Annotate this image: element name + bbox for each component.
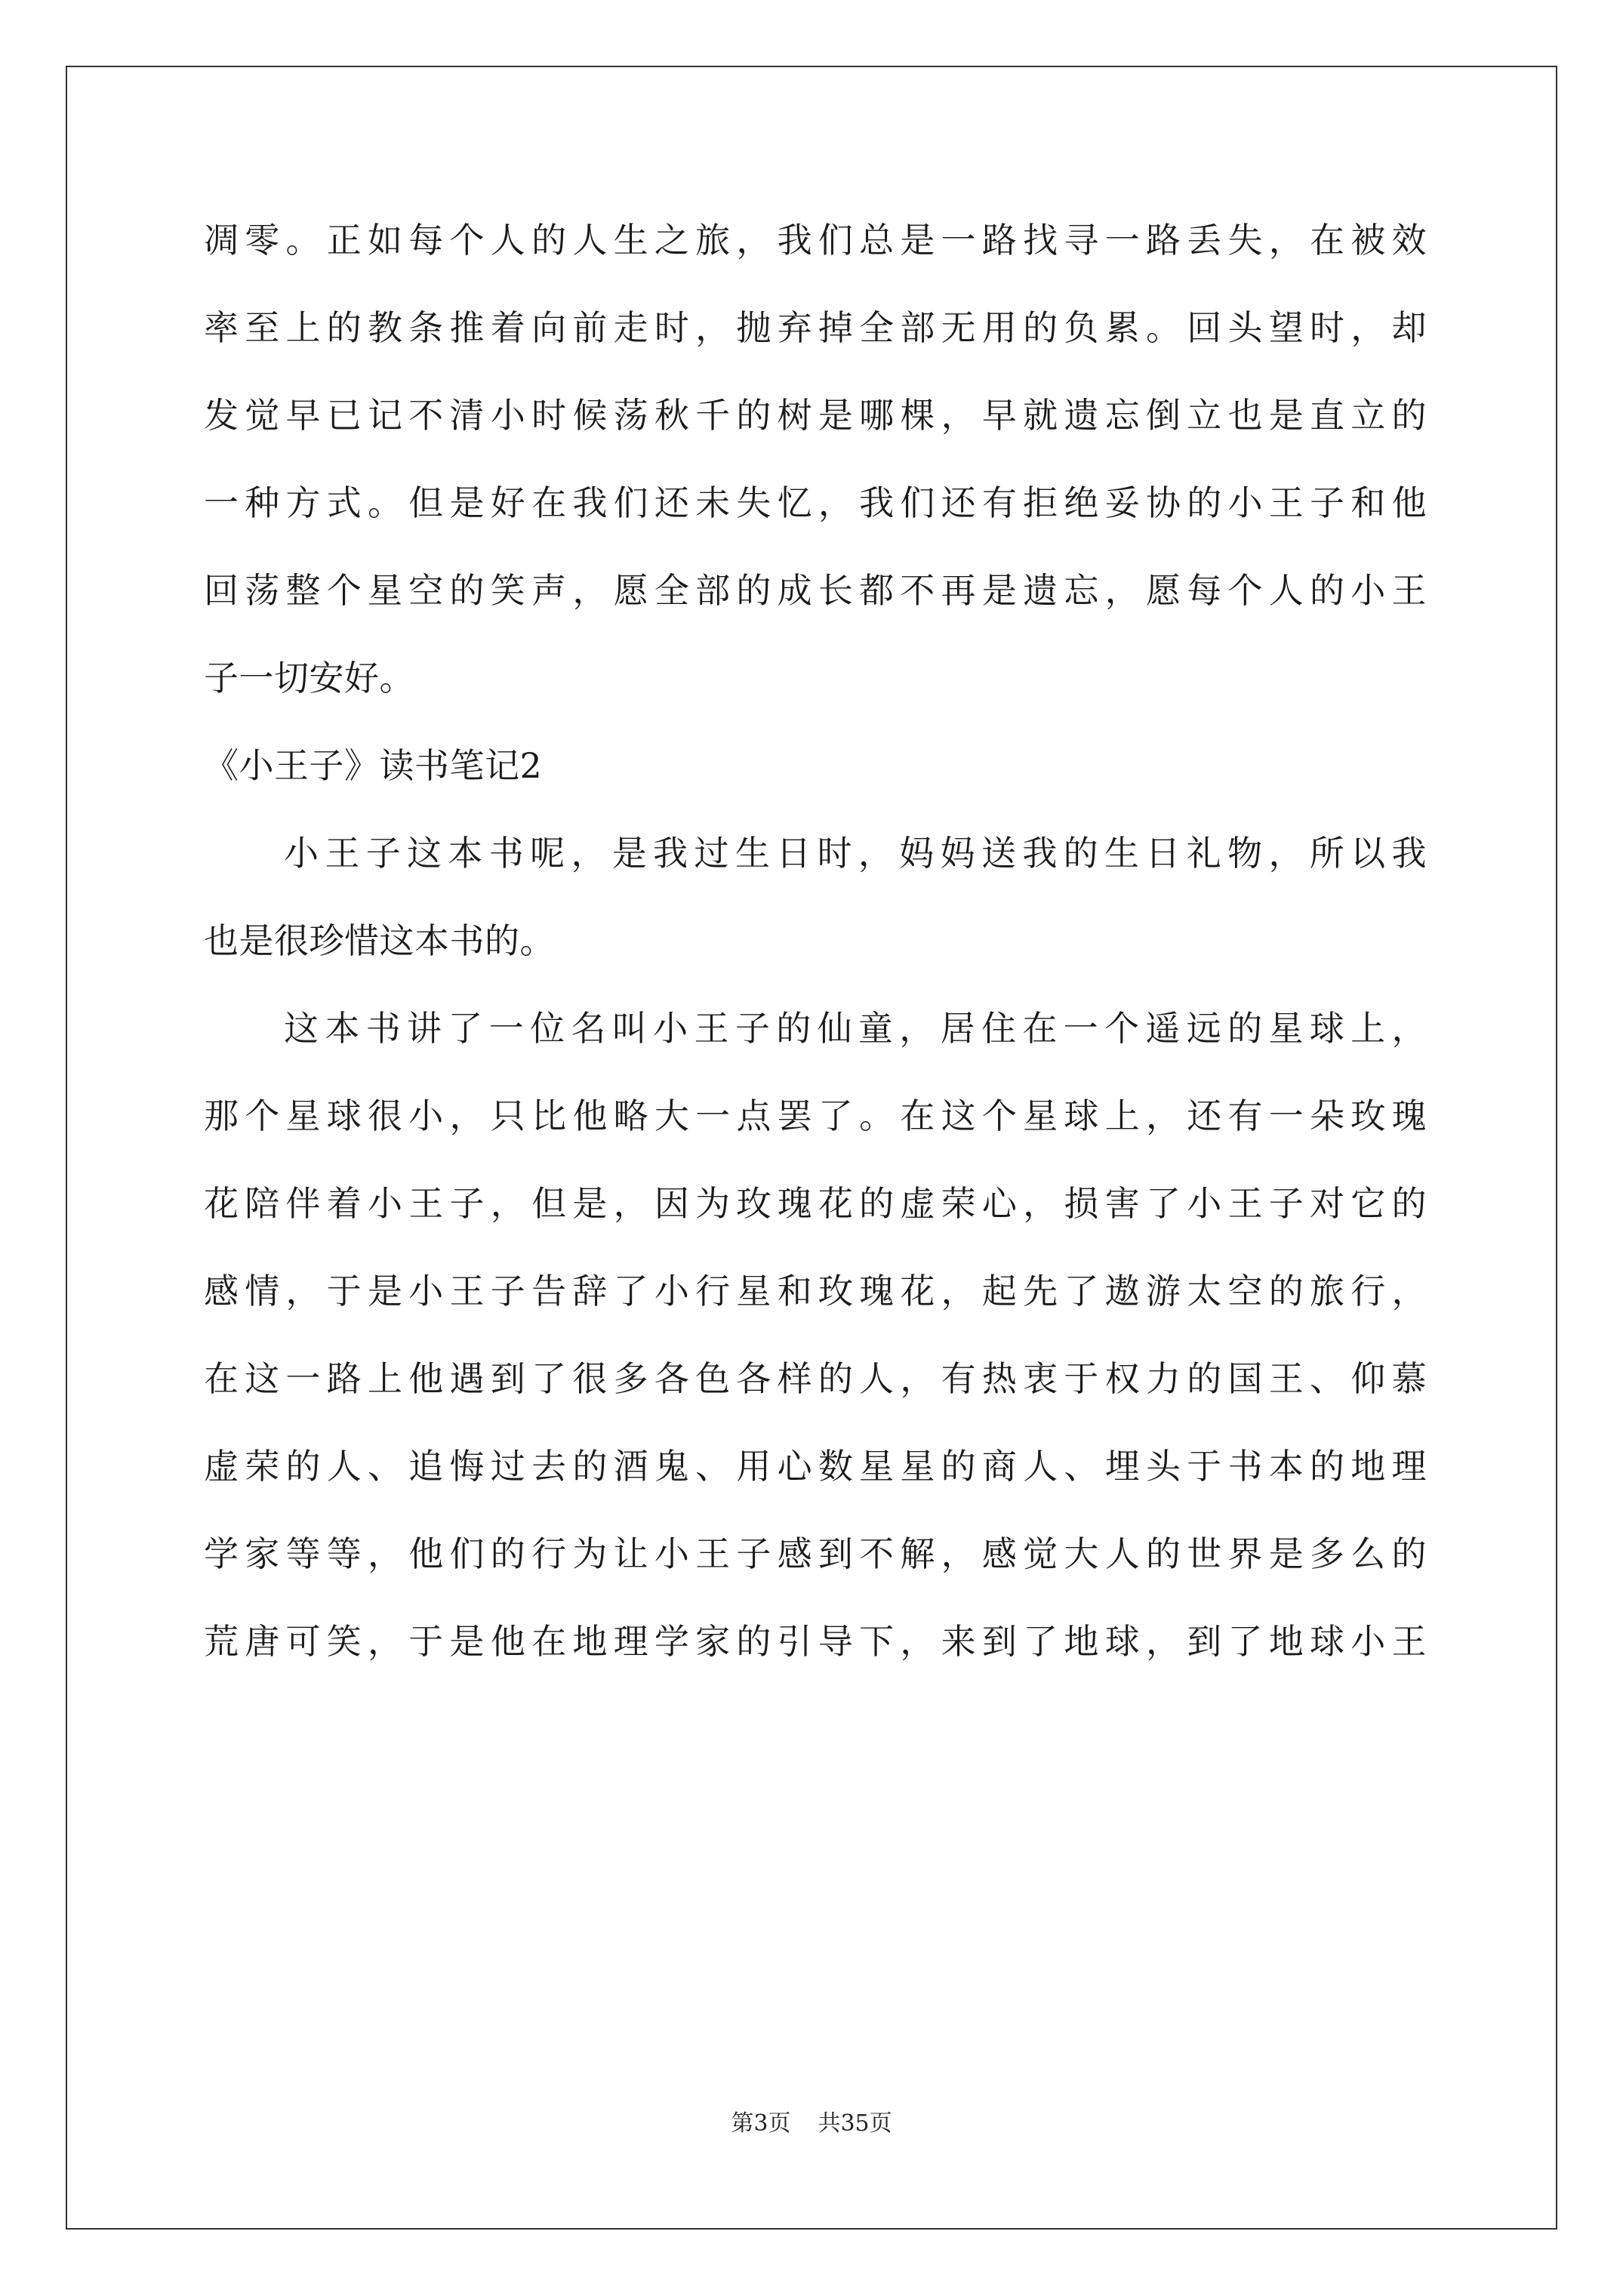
page-number: 第3页: [731, 2110, 791, 2137]
text-line: 也是很珍惜这本书的。: [204, 920, 555, 961]
text-line: 荒唐可笑，于是他在地理学家的引导下，来到了地球，到了地球小王: [204, 1621, 1427, 1662]
page-footer: [0, 2109, 1623, 2139]
text-line: 这本书讲了一位名叫小王子的仙童，居住在一个遥远的星球上，: [284, 1008, 1427, 1049]
text-line: 回荡整个星空的笑声，愿全部的成长都不再是遗忘，愿每个人的小王: [204, 570, 1427, 611]
text-line: 那个星球很小，只比他略大一点罢了。在这个星球上，还有一朵玫瑰: [204, 1096, 1427, 1136]
text-line: 发觉早已记不清小时候荡秋千的树是哪棵，早就遗忘倒立也是直立的: [204, 395, 1427, 436]
document-body: [204, 196, 1427, 1685]
page-total: 共35页: [818, 2110, 892, 2137]
text-line: 凋零。正如每个人的人生之旅，我们总是一路找寻一路丢失，在被效: [204, 220, 1427, 260]
text-line: 小王子这本书呢，是我过生日时，妈妈送我的生日礼物，所以我: [284, 833, 1427, 874]
text-line: 虚荣的人、追悔过去的酒鬼、用心数星星的商人、埋头于书本的地理: [204, 1446, 1427, 1487]
text-line: 一种方式。但是好在我们还未失忆，我们还有拒绝妥协的小王子和他: [204, 482, 1427, 523]
section-heading: 《小王子》读书笔记2: [204, 745, 543, 786]
text-line: 率至上的教条推着向前走时，抛弃掉全部无用的负累。回头望时，却: [204, 307, 1427, 348]
text-line: 花陪伴着小王子，但是，因为玫瑰花的虚荣心，损害了小王子对它的: [204, 1183, 1427, 1224]
text-line: 在这一路上他遇到了很多各色各样的人，有热衷于权力的国王、仰慕: [204, 1358, 1427, 1399]
text-line: 子一切安好。: [204, 658, 414, 698]
text-line: 感情，于是小王子告辞了小行星和玫瑰花，起先了遨游太空的旅行，: [204, 1271, 1427, 1311]
text-line: 学家等等，他们的行为让小王子感到不解，感觉大人的世界是多么的: [204, 1533, 1427, 1574]
